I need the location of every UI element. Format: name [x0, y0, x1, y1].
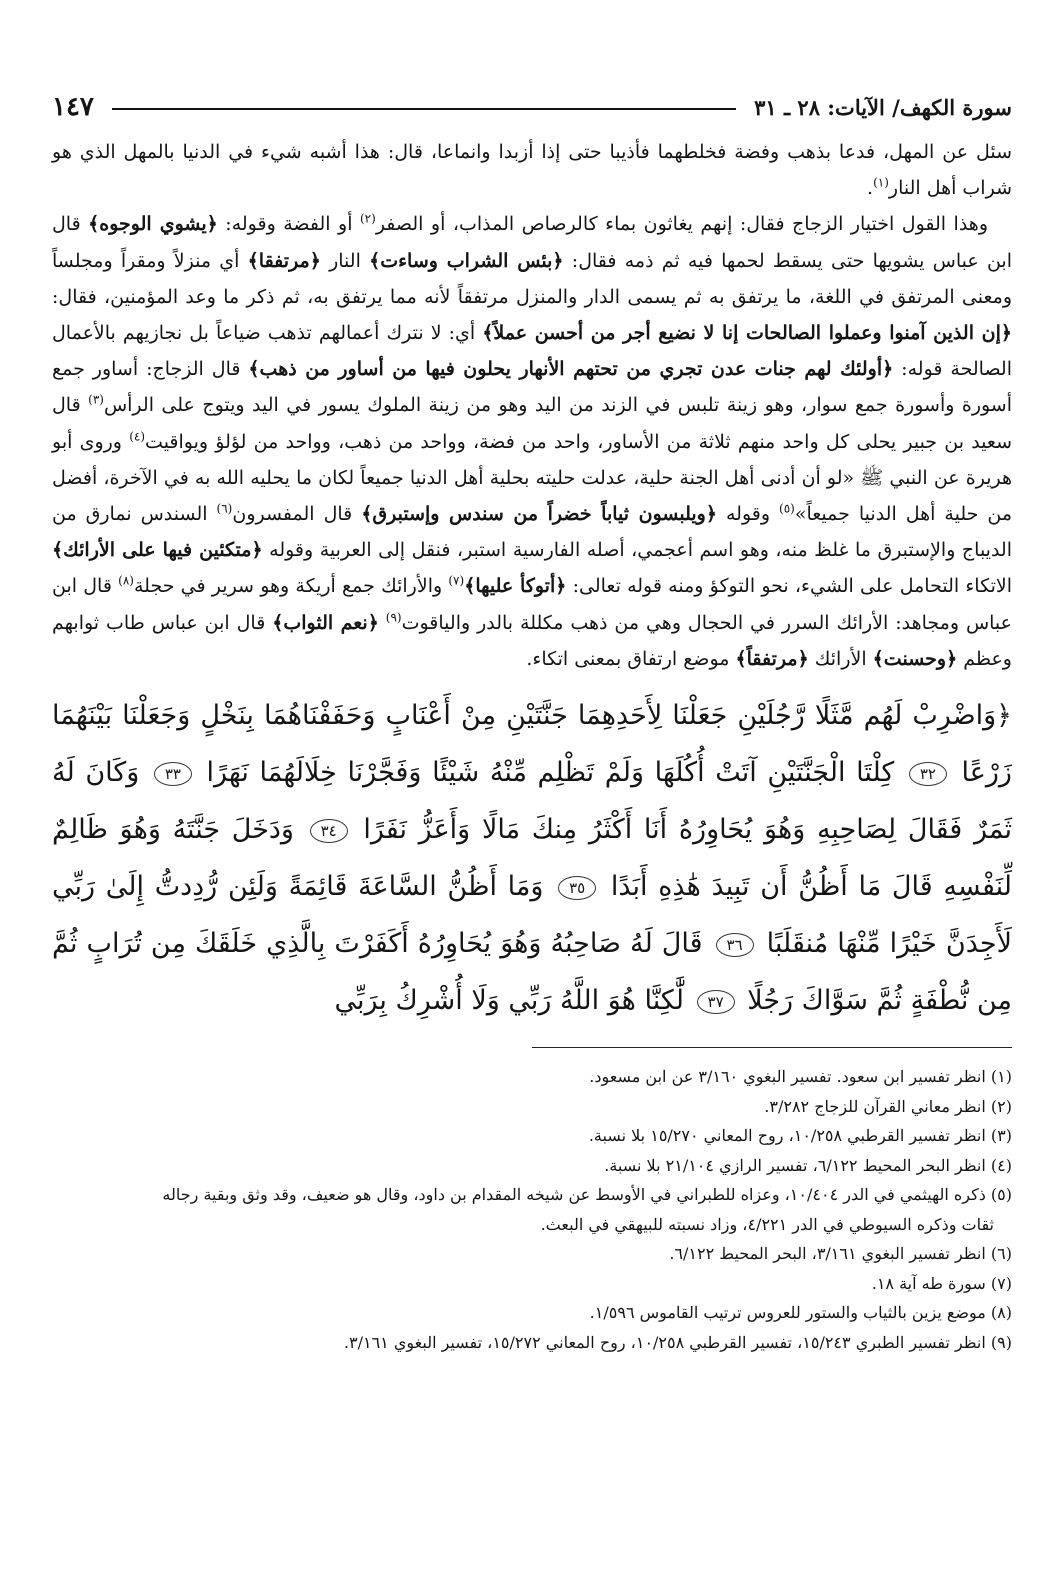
paragraph-1: سئل عن المهل، فدعا بذهب وفضة فخلطهما فأذيبا حتى إذا أزبدا وانماعا، قال: هذا أشبه شيء في الدنيا بالمهل الذي هو شراب أهل النار$^{(١)}$. — [52, 141, 1012, 200]
quran-quote: ﴿نعم الثواب﴾ — [272, 611, 379, 634]
footnote-5-continued: ثقات وذكره السيوطي في الدر ٤/٢٢١، وزاد نسبته للبيهقي في البعث. — [540, 1214, 994, 1234]
verse-34: وَكَانَ لَهُ ثَمَرٌ فَقَالَ لِصَاحِبِهِ وَهُوَ يُحَاوِرُهُ أَنَا أَكْثَرُ مِنكَ مَالًا وَأَعَزُّ نَفَرًا — [52, 757, 1012, 846]
quran-quote: ﴿وحسنت﴾ — [872, 647, 958, 670]
footnote-ref: (٧) — [448, 574, 465, 589]
verse-36: وَمَا أَظُنُّ السَّاعَةَ قَائِمَةً وَلَئِن رُّدِدتُّ إِلَىٰ رَبِّي لَأَجِدَنَّ خَيْرًا مِّنْهَا مُنقَلَبًا — [52, 871, 1012, 960]
quran-verses — [52, 687, 1012, 1029]
footnote-7: (٧) سورة طه آية ١٨. — [871, 1273, 1012, 1293]
ayah-number-marker: ٣٧ — [697, 990, 735, 1014]
book-page — [52, 78, 1012, 1357]
footnote-ref: (٢) — [359, 212, 376, 227]
ayah-number-marker: ٣٥ — [558, 876, 596, 900]
footnote-8: (٨) موضع يزين بالثياب والستور للعروس ترتيب القاموس ١/٥٩٦. — [589, 1303, 1012, 1323]
footnote-ref: (٨) — [118, 574, 134, 589]
quran-quote: ﴿متكئين فيها على الأرائك﴾ — [52, 539, 263, 562]
verse-38: لَّٰكِنَّا هُوَ اللَّهُ رَبِّي وَلَا أُشْرِكُ بِرَبِّي — [334, 985, 685, 1017]
footnote-ref: (٣) — [88, 393, 104, 408]
page-header — [52, 78, 1012, 122]
verse-35: وَدَخَلَ جَنَّتَهُ وَهُوَ ظَالِمٌ لِّنَفْسِهِ قَالَ مَا أَظُنُّ أَن تَبِيدَ هَٰذِهِ أَبَدًا — [52, 814, 1012, 903]
quran-quote: ﴿ويلبسون ثياباً خضراً من سندس وإستبرق﴾ — [361, 503, 717, 526]
footnote-1: (١) انظر تفسير ابن سعود. تفسير البغوي ٣/١٦٠ عن ابن مسعود. — [589, 1067, 1012, 1087]
footnote-3: (٣) انظر تفسير القرطبي ١٠/٢٥٨، روح المعاني ١٥/٢٧٠ بلا نسبة. — [588, 1126, 1012, 1146]
footnote-ref: (٤) — [129, 429, 146, 444]
quran-quote: ﴿أتوكأ عليها﴾ — [464, 575, 567, 598]
footnote-ref: (٥) — [779, 501, 795, 516]
footnote-9: (٩) انظر تفسير الطبري ١٥/٢٤٣، تفسير القرطبي ١٠/٢٥٨، روح المعاني ١٥/٢٧٢، تفسير البغوي ٣/١٦١. — [343, 1332, 1012, 1352]
running-title: سورة الكهف/ الآيات: ٢٨ ـ ٣١ — [754, 95, 1012, 120]
page-number: ١٤٧ — [52, 92, 94, 122]
footnote-separator — [532, 1047, 1012, 1048]
ayah-number-marker: ٣٦ — [716, 933, 754, 957]
footnote-5: (٥) ذكره الهيثمي في الدر ١٠/٤٠٤، وعزاه للطبراني في الأوسط عن شيخه المقدام بن داود، وقال هو ضعيف، وقد وثق وبقية رجاله — [162, 1185, 1012, 1205]
footnote-2: (٢) انظر معاني القرآن للزجاج ٣/٢٨٢. — [764, 1096, 1012, 1116]
verse-37: قَالَ لَهُ صَاحِبُهُ وَهُوَ يُحَاوِرُهُ أَكَفَرْتَ بِالَّذِي خَلَقَكَ مِن تُرَابٍ ثُمَّ مِن نُّطْفَةٍ ثُمَّ سَوَّاكَ رَجُلًا — [52, 928, 1012, 1017]
footnote-ref: (٦) — [216, 501, 233, 516]
ayah-number-marker: ٣٢ — [909, 762, 947, 786]
verse-33: كِلْتَا الْجَنَّتَيْنِ آتَتْ أُكُلَهَا وَلَمْ تَظْلِم مِّنْهُ شَيْئًا وَفَجَّرْنَا خِلَالَهُمَا نَهَرًا — [206, 757, 895, 789]
footnotes — [52, 1062, 1012, 1357]
quran-quote: ﴿يشوي الوجوه﴾ — [88, 213, 218, 236]
quran-quote: ﴿مرتفقا﴾ — [247, 249, 321, 272]
footnote-ref: (٩) — [385, 610, 402, 625]
commentary-text — [52, 134, 1012, 677]
footnote-4: (٤) انظر البحر المحيط ٦/١٢٢، تفسير الرازي ٢١/١٠٤ بلا نسبة. — [604, 1155, 1012, 1175]
ayah-number-marker: ٣٣ — [154, 762, 192, 786]
header-rule — [112, 108, 736, 110]
ayah-number-marker: ٣٤ — [310, 819, 348, 843]
quran-quote: ﴿مرتفقاً﴾ — [735, 647, 809, 670]
paragraph-2: وهذا القول اختيار الزجاج فقال: إنهم يغاثون بماء كالرصاص المذاب، أو الصفر$^{(٢)}$ أو الفضة وقوله: ﴿يشوي الوجوه﴾ قال ابن عباس يشويها حتى يسقط لحمها فيه ثم ذمه فقال: ﴿بئس الشراب وساءت﴾ النار ﴿مرتفقا﴾ أي منزلاً ومقراً ومجلساً ومعنى المرتفق في اللغة، ما يرتفق به ثم يسمى الدار والمنزل مرتفقاً لأنه مما يرتفق به، ثم ذكر ما وعد المؤمنين، فقال: ﴿إن الذين آمنوا وعملوا الصالحات إنا لا نضيع أجر من أحسن عملاً﴾ أي: لا نترك أعمالهم تذهب ضياعاً بل نجازيهم بالأعمال الصالحة قوله: ﴿أولئك لهم جنات عدن تجري من تحتهم الأنهار يحلون فيها من أساور من ذهب﴾ قال الزجاج: أساور جمع أسورة وأسورة جمع سوار، وهو زينة تلبس في الزند من اليد وهو من زينة الملوك يسور في اليد ويتوج على الرأس$^{(٣)}$ قال سعيد بن جبير يحلى كل واحد منهم ثلاثة من الأساور، واحد من فضة، وواحد من ذهب، وواحد من لؤلؤ ويواقيت$^{(٤)}$ وروى أبو هريرة عن النبي ﷺ «لو أن أدنى أهل الجنة حلية، عدلت حليته بحلية أهل الدنيا جميعاً لكان ما يحليه الله به في الآخرة، أفضل من حلية أهل الدنيا جميعاً»$^{(٥)}$ وقوله ﴿ويلبسون ثياباً خضراً من سندس وإستبرق﴾ قال المفسرون$^{(٦)}$ السندس نمارق من الديباج والإستبرق ما غلظ منه، وهو اسم أعجمي، أصله الفارسية استبر، فنقل إلى العربية وقوله ﴿متكئين فيها على الأرائك﴾ الاتكاء التحامل على الشيء، نحو التوكؤ ومنه قوله تعالى: ﴿أتوكأ عليها﴾$^{(٧)}$ والأرائك جمع أريكة وهو سرير في حجلة$^{(٨)}$ قال ابن عباس ومجاهد: الأرائك السرر في الحجال وهي من ذهب مكللة بالدر والياقوت$^{(٩)}$ ﴿نعم الثواب﴾ قال ابن عباس طاب ثوابهم وعظم ﴿وحسنت﴾ الأرائك ﴿مرتفقاً﴾ موضع ارتفاق بمعنى اتكاء. — [52, 212, 1013, 670]
quran-quote: ﴿إن الذين آمنوا وعملوا الصالحات إنا لا نضيع أجر من أحسن عملاً﴾ — [482, 322, 1012, 345]
footnote-ref: (١) — [873, 175, 889, 190]
verse-32: ﴿وَاضْرِبْ لَهُم مَّثَلًا رَّجُلَيْنِ جَعَلْنَا لِأَحَدِهِمَا جَنَّتَيْنِ مِنْ أَعْنَابٍ وَحَفَفْنَاهُمَا بِنَخْلٍ وَجَعَلْنَا بَيْنَهُمَا زَرْعًا — [52, 700, 1012, 789]
quran-quote: ﴿أولئك لهم جنات عدن تجري من تحتهم الأنهار يحلون فيها من أساور من ذهب﴾ — [248, 358, 894, 381]
quran-quote: ﴿بئس الشراب وساءت﴾ — [369, 249, 564, 272]
footnote-6: (٦) انظر تفسير البغوي ٣/١٦١، البحر المحيط ٦/١٢٢. — [669, 1244, 1012, 1264]
